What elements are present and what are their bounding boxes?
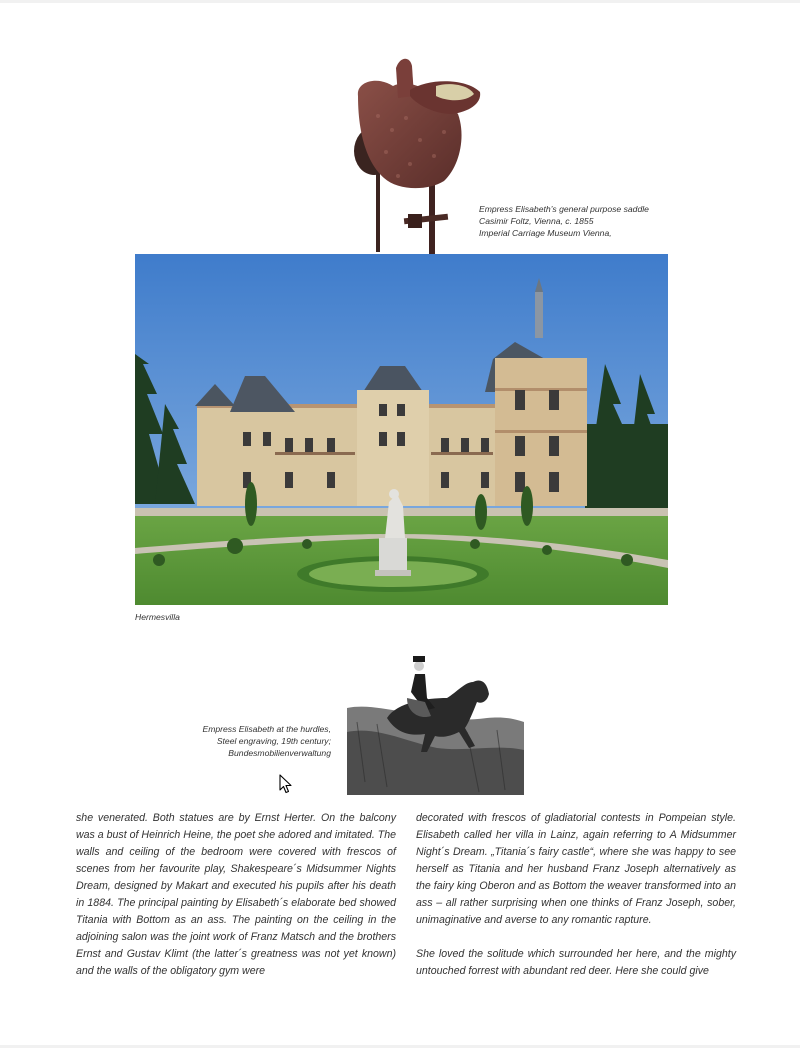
hermesvilla-photo (135, 254, 668, 605)
caption-line: Empress Elisabeth’s general purpose saddle (479, 204, 649, 214)
body-paragraph: She loved the solitude which surrounded her here, and the mighty untouched forrest with abundant red deer. Here she could give (416, 948, 736, 977)
caption-line: Empress Elisabeth at the hurdles, (202, 724, 331, 734)
engraving-image (347, 652, 524, 795)
page-top-edge (0, 0, 800, 3)
body-paragraph: she venerated. Both statues are by Ernst Herter. On the balcony was a bust of Heinrich Heine, the poet she adored and imitated. The walls and ceiling of the bedroom were covered with frescos of scenes from her favourite play, Shakespeare´s Midsummer Nights Dream, designed by Makart and executed his pupils after his death in 1884. The principal painting by Elisabeth´s elaborate bed showed Titania with Bottom as an ass. The painting on the ceiling in the adjoining salon was the joint work of Franz Matsch and the brothers Ernst and Gustav Klimt (the latter´s greatness was not yet known) and the walls of the obligatory gym were (76, 812, 396, 977)
body-paragraph: decorated with frescos of gladiatorial contests in Pompeian style. Elisabeth called her villa in Lainz, again referring to A Midsummer Night´s Dream. „Titania´s fairy castle“, where she was happy to see herself as Titania and her husband Franz Joseph alternatively as the fairy king Oberon and as Bottom the weaver transformed into an ass – all rather surprising when one thinks of Franz Joseph, sober, unimaginative and averse to any romantic rapture. (416, 812, 736, 926)
caption-line: Bundesmobilienverwaltung (228, 748, 331, 758)
caption-line: Imperial Carriage Museum Vienna, (479, 228, 612, 238)
body-column-left (76, 810, 396, 980)
caption-line: Steel engraving, 19th century; (216, 736, 331, 746)
body-column-right (416, 810, 736, 980)
paragraph-gap (416, 929, 736, 946)
mouse-cursor-icon (279, 774, 293, 794)
villa-caption: Hermesvilla (135, 612, 180, 622)
saddle-caption (479, 203, 699, 239)
engraving-caption (150, 723, 331, 759)
caption-line: Casimir Foltz, Vienna, c. 1855 (479, 216, 594, 226)
